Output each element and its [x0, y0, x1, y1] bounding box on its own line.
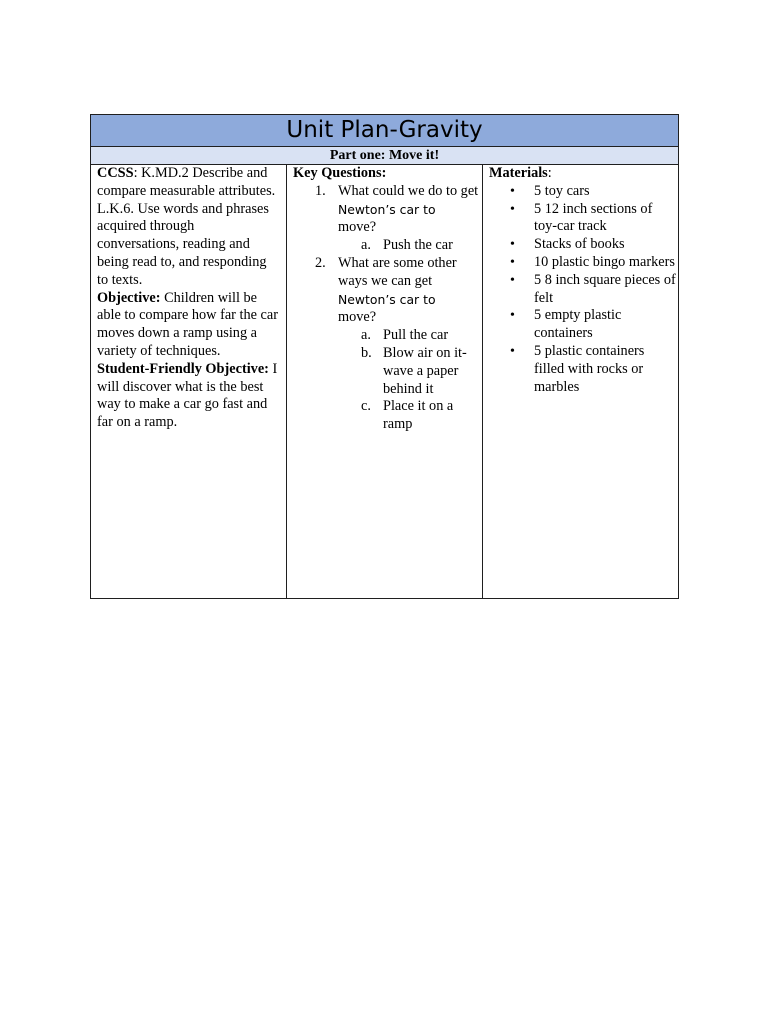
- bullet-icon: •: [510, 308, 515, 324]
- question-2-text-a: What are some other ways we can get: [338, 254, 457, 289]
- question-2-answer-a-letter: a.: [361, 327, 371, 344]
- bullet-icon: •: [510, 237, 515, 253]
- bullet-icon: •: [510, 183, 515, 199]
- part-heading: Part one: Move it!: [329, 148, 440, 163]
- ccss-cell: [91, 165, 287, 599]
- question-1-answer-a-letter: a.: [361, 237, 371, 254]
- materials-item-text: Stacks of books: [534, 236, 625, 253]
- question-1-answer-a: [287, 237, 482, 255]
- materials-item-text: 5 plastic containers filled with rocks or marbles: [534, 342, 645, 395]
- objective-text: Children will be able to compare how far the car moves down a ramp using a variety of techniques.: [97, 289, 279, 359]
- question-1-number: 1.: [315, 182, 326, 199]
- ccss-label: CCSS: [97, 165, 134, 181]
- question-2-text-c: move?: [338, 309, 377, 326]
- key-questions-heading: Key Questions:: [293, 165, 387, 181]
- question-2-number: 2.: [315, 254, 326, 271]
- question-2-text-b: Newton’s car to: [338, 291, 436, 307]
- materials-item-text: 5 empty plastic containers: [534, 307, 622, 342]
- materials-heading: [483, 165, 678, 183]
- lk-paragraph: [97, 201, 280, 290]
- student-friendly-label: Student-Friendly Objective:: [97, 360, 269, 377]
- materials-item: [483, 183, 678, 201]
- materials-item: [483, 307, 678, 343]
- materials-item-text: 5 12 inch sections of toy-car track: [534, 200, 653, 235]
- objective-paragraph: [97, 290, 280, 361]
- materials-item-text: 10 plastic bingo markers: [534, 253, 675, 270]
- materials-item: [483, 254, 678, 272]
- materials-item: [483, 343, 678, 396]
- unit-plan-table: [90, 114, 679, 599]
- student-friendly-paragraph: [97, 361, 280, 432]
- bullet-icon: •: [510, 254, 515, 270]
- question-2: [287, 255, 482, 327]
- materials-item: [483, 236, 678, 254]
- key-questions-cell: [287, 165, 483, 599]
- question-2-answer-c: [287, 398, 482, 434]
- question-2-answer-b: [287, 345, 482, 398]
- question-2-answer-c-text: Place it on a ramp: [383, 398, 454, 433]
- objective-label: Objective:: [97, 289, 161, 306]
- materials-label: Materials: [489, 165, 548, 181]
- materials-item-text: 5 toy cars: [534, 182, 590, 199]
- question-2-answer-c-letter: c.: [361, 398, 371, 415]
- question-1-text-b: Newton’s car to: [338, 201, 436, 217]
- question-1: [287, 183, 482, 237]
- part-row: [91, 147, 679, 165]
- question-1-text-c: move?: [338, 219, 377, 236]
- key-questions-list: [287, 183, 482, 434]
- ccss-text: : K.MD.2 Describe and compare measurable attributes.: [97, 165, 276, 199]
- bullet-icon: •: [510, 343, 515, 359]
- bullet-icon: •: [510, 201, 515, 217]
- lk-text: L.K.6. Use words and phrases acquired through conversations, reading and being read to, and responding to texts.: [97, 200, 269, 288]
- unit-title: Unit Plan-Gravity: [286, 117, 483, 143]
- question-2-answer-a-text: Pull the car: [383, 327, 449, 344]
- materials-item: [483, 201, 678, 237]
- materials-cell: [483, 165, 679, 599]
- question-2-answer-b-text: Blow air on it- wave a paper behind it: [383, 344, 467, 397]
- title-row: [91, 115, 679, 147]
- materials-item: [483, 272, 678, 308]
- materials-colon: :: [547, 165, 552, 181]
- question-1-text-a: What could we do to get: [338, 182, 479, 199]
- ccss-paragraph: [97, 165, 280, 201]
- question-2-answer-b-letter: b.: [361, 344, 372, 361]
- question-1-answer-a-text: Push the car: [383, 237, 453, 254]
- student-friendly-text: I will discover what is the best way to make a car go fast and far on a ramp.: [97, 360, 278, 431]
- materials-item-text: 5 8 inch square pieces of felt: [534, 271, 676, 306]
- question-2-answer-a: [287, 327, 482, 345]
- bullet-icon: •: [510, 272, 515, 288]
